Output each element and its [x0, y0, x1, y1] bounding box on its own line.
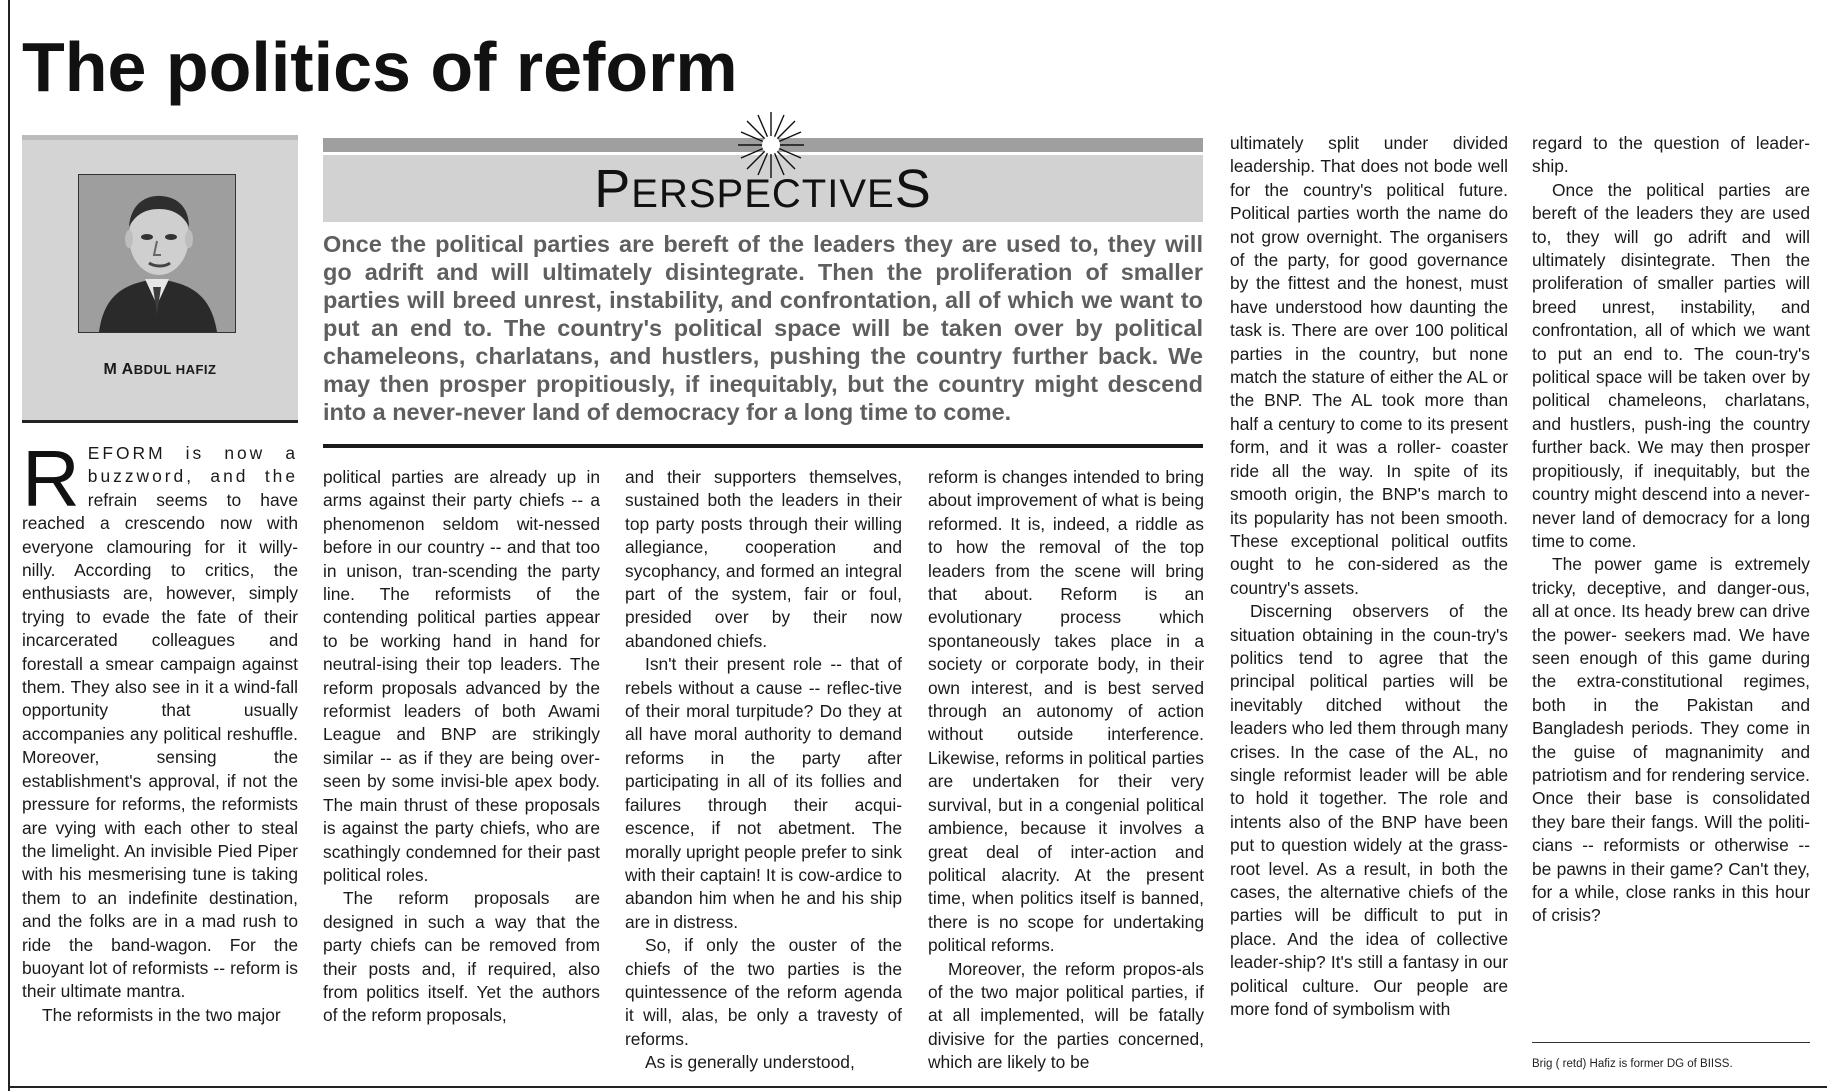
author-box — [22, 135, 298, 423]
column-4-paragraph-2: Moreover, the reform propos-als of the two major political parties, if at all implemented, will be fatally divisive for the parties concerned, which are likely to be — [928, 958, 1204, 1073]
column-3-paragraph-4: As is generally understood, — [645, 1052, 855, 1073]
column-1-paragraph-2: The reformists in the two major — [42, 1004, 281, 1025]
author-name-first: M A — [103, 361, 134, 378]
column-3-paragraph-3: So, if only the ouster of the chiefs of the two parties is the quintessence of the reform agenda it will, alas, be only a travesty of reforms. — [625, 935, 902, 1049]
end-rule — [1532, 1042, 1810, 1043]
column-6-paragraph-1: regard to the question of leader-ship. — [1532, 133, 1810, 177]
column-5-paragraph-1: ultimately split under divided leadership. That does not bode well for the country's political future. Political parties worth the name do not grow overnight. The organisers of the party, for good governance by the fittest and the honest, must have understood how daunting the task is. There are over 100 political parties in the country, but none match the stature of either the AL or the BNP. The AL took more than half a century to come to its present form, and it was a roller- coaster ride all the way. In spite of its smooth origin, the BNP's march to its popularity has not been smooth. These exceptional political outfits ought to he con-sidered as the country's assets. — [1230, 133, 1508, 598]
column-5-paragraph-2: Discerning observers of the situation obtaining in the coun-try's politics tend to agree that the principal political parties will be inevitably ditched without the leaders who led them through many crises. In the case of the AL, no single reformist leader will be able to hold it together. The role and intents also of the BNP have been put to question widely at the grass-root level. As a result, in both the cases, the alternative chiefs of the parties will be difficult to put in place. And the idea of collective leader-ship? It's still a fantasy in our political culture. Our people are more fond of symbolism with — [1230, 601, 1508, 1020]
author-name-rest: BDUL HAFIZ — [133, 362, 217, 377]
section-title-mid: ERSPECTIVE — [631, 172, 895, 216]
column-6 — [1532, 132, 1810, 928]
column-1 — [22, 434, 298, 1027]
author-portrait-icon — [78, 174, 236, 333]
column-3-paragraph-2: Isn't their present role -- that of rebels without a cause -- reflec-tive of their moral turpitude? Do they at all have moral authority to demand reforms in the party after participating in all of its follies and failures through their acqui-escence, if not abetment. The morally upright people prefer to sink with their captain! It is cow-ardice to abandon him when he and his ship are in distress. — [625, 654, 902, 932]
drop-cap: R — [22, 434, 80, 523]
section-title — [323, 156, 1203, 227]
author-name — [22, 361, 298, 379]
page-border-left — [8, 0, 10, 1091]
section-title-p: P — [594, 159, 632, 219]
pull-quote: Once the political parties are bereft of the leaders they are used to, they will go adrift and will ultimately disintegrate. Then the proliferation of smaller parties will breed unrest, instability, and confrontation, all of which we want to put an end to. The country's political space will be taken over by political chameleons, charlatans, and hustlers, pushing the country further back. We may then prosper propitiously, if inequitably, but the country might descend into a never-never land of democracy for a long time to come. — [323, 231, 1203, 425]
headline: The politics of reform — [22, 28, 738, 106]
column-1-paragraph-1 — [22, 434, 298, 1004]
author-box-topline — [22, 135, 298, 140]
column-1-paragraph-1-body: refrain seems to have reached a crescendo now with everyone clamouring for it willy-nilly. According to critics, the enthusiasts are, however, simply trying to evade the fate of their incarcerated colleagues and forestall a smear campaign against them. They also see in it a wind-fall opportunity that usually accompanies any political reshuffle. Moreover, sensing the establishment's approval, if not the pressure for reforms, the reformists are vying with each other to steal the limelight. An invisible Pied Piper with his mesmerising tune is taking them to an indefinite destination, and the folks are in a mad rush to ride the band-wagon. For the buoyant lot of reformists -- reform is their ultimate mantra. — [22, 489, 298, 1002]
author-bio: Brig ( retd) Hafiz is former DG of BIISS. — [1532, 1058, 1733, 1070]
column-6-paragraph-2: Once the political parties are bereft of the leaders they are used to, they will go adrift and will ultimately disintegrate. Then the proliferation of smaller parties will breed unrest, instability, and confrontation, all of which we want to put an end to. The coun-try's political space will be taken over by political chameleons, charlatans, and hustlers, push-ing the country further back. We may then prosper propitiously, if inequitably, but the country might descend into a never-never land of democracy for a long time to come. — [1532, 179, 1810, 551]
section-title-s: S — [894, 159, 932, 219]
column-2 — [323, 466, 600, 1028]
column-2-paragraph-1: political parties are already up in arms against their party chiefs -- a phenomenon seldom wit-nessed before in our country -- and that too in unison, tran-scending the party line. The reformists of the contending political parties appear to be working hand in hand for neutral-ising their top leaders. The reform proposals advanced by the reformist leaders of both Awami League and BNP are strikingly similar -- as if they are being over-seen by some invisi-ble apex body. The main thrust of these proposals is against the party chiefs, who are scathingly condemned for their past political roles. — [323, 467, 600, 885]
column-3-paragraph-1: and their supporters themselves, sustained both the leaders in their top party posts through their willing allegiance, cooperation and sycophancy, and formed an integral part of the system, fair or foul, presided over by their now abandoned chiefs. — [625, 467, 902, 651]
column-4-paragraph-1: reform is changes intended to bring about improvement of what is being reformed. It is, indeed, a riddle as to how the removal of the top leaders from the scene will bring that about. Reform is an evolutionary process which spontaneously takes place in a society or corporate body, in their own interest, and is best served through an autonomy of action without outside interference. Likewise, reforms in political parties are undertaken for their very survival, but in a congenial political ambience, because it involves a great deal of inter-action and political alacrity. At the present time, when politics itself is banned, there is no scope for undertaking political reforms. — [928, 467, 1204, 956]
column-6-paragraph-3: The power game is extremely tricky, deceptive, and danger-ous, all at once. Its heady brew can drive the power- seekers mad. We have seen enough of this game during the extra-constitutional regimes, both in the Pakistan and Bangladesh periods. They come in the guise of magnanimity and patriotism and for rendering service. Once their base is consolidated they bare their fangs. Will the politi-cians -- reformists or otherwise -- be pawns in their game? Can't they, for a while, close ranks in this hour of crisis? — [1532, 554, 1810, 926]
lead-in: EFORM is now a buzzword, and the — [87, 443, 298, 487]
column-3 — [625, 466, 902, 1075]
pull-quote-rule — [323, 444, 1203, 448]
column-2-paragraph-2: The reform proposals are designed in such a way that the party chiefs can be removed from their posts and, if required, also from politics itself. Yet the authors of the reform proposals, — [323, 888, 600, 1026]
column-4 — [928, 466, 1204, 1075]
column-5 — [1230, 132, 1508, 1021]
page-border-bottom — [8, 1086, 1827, 1088]
